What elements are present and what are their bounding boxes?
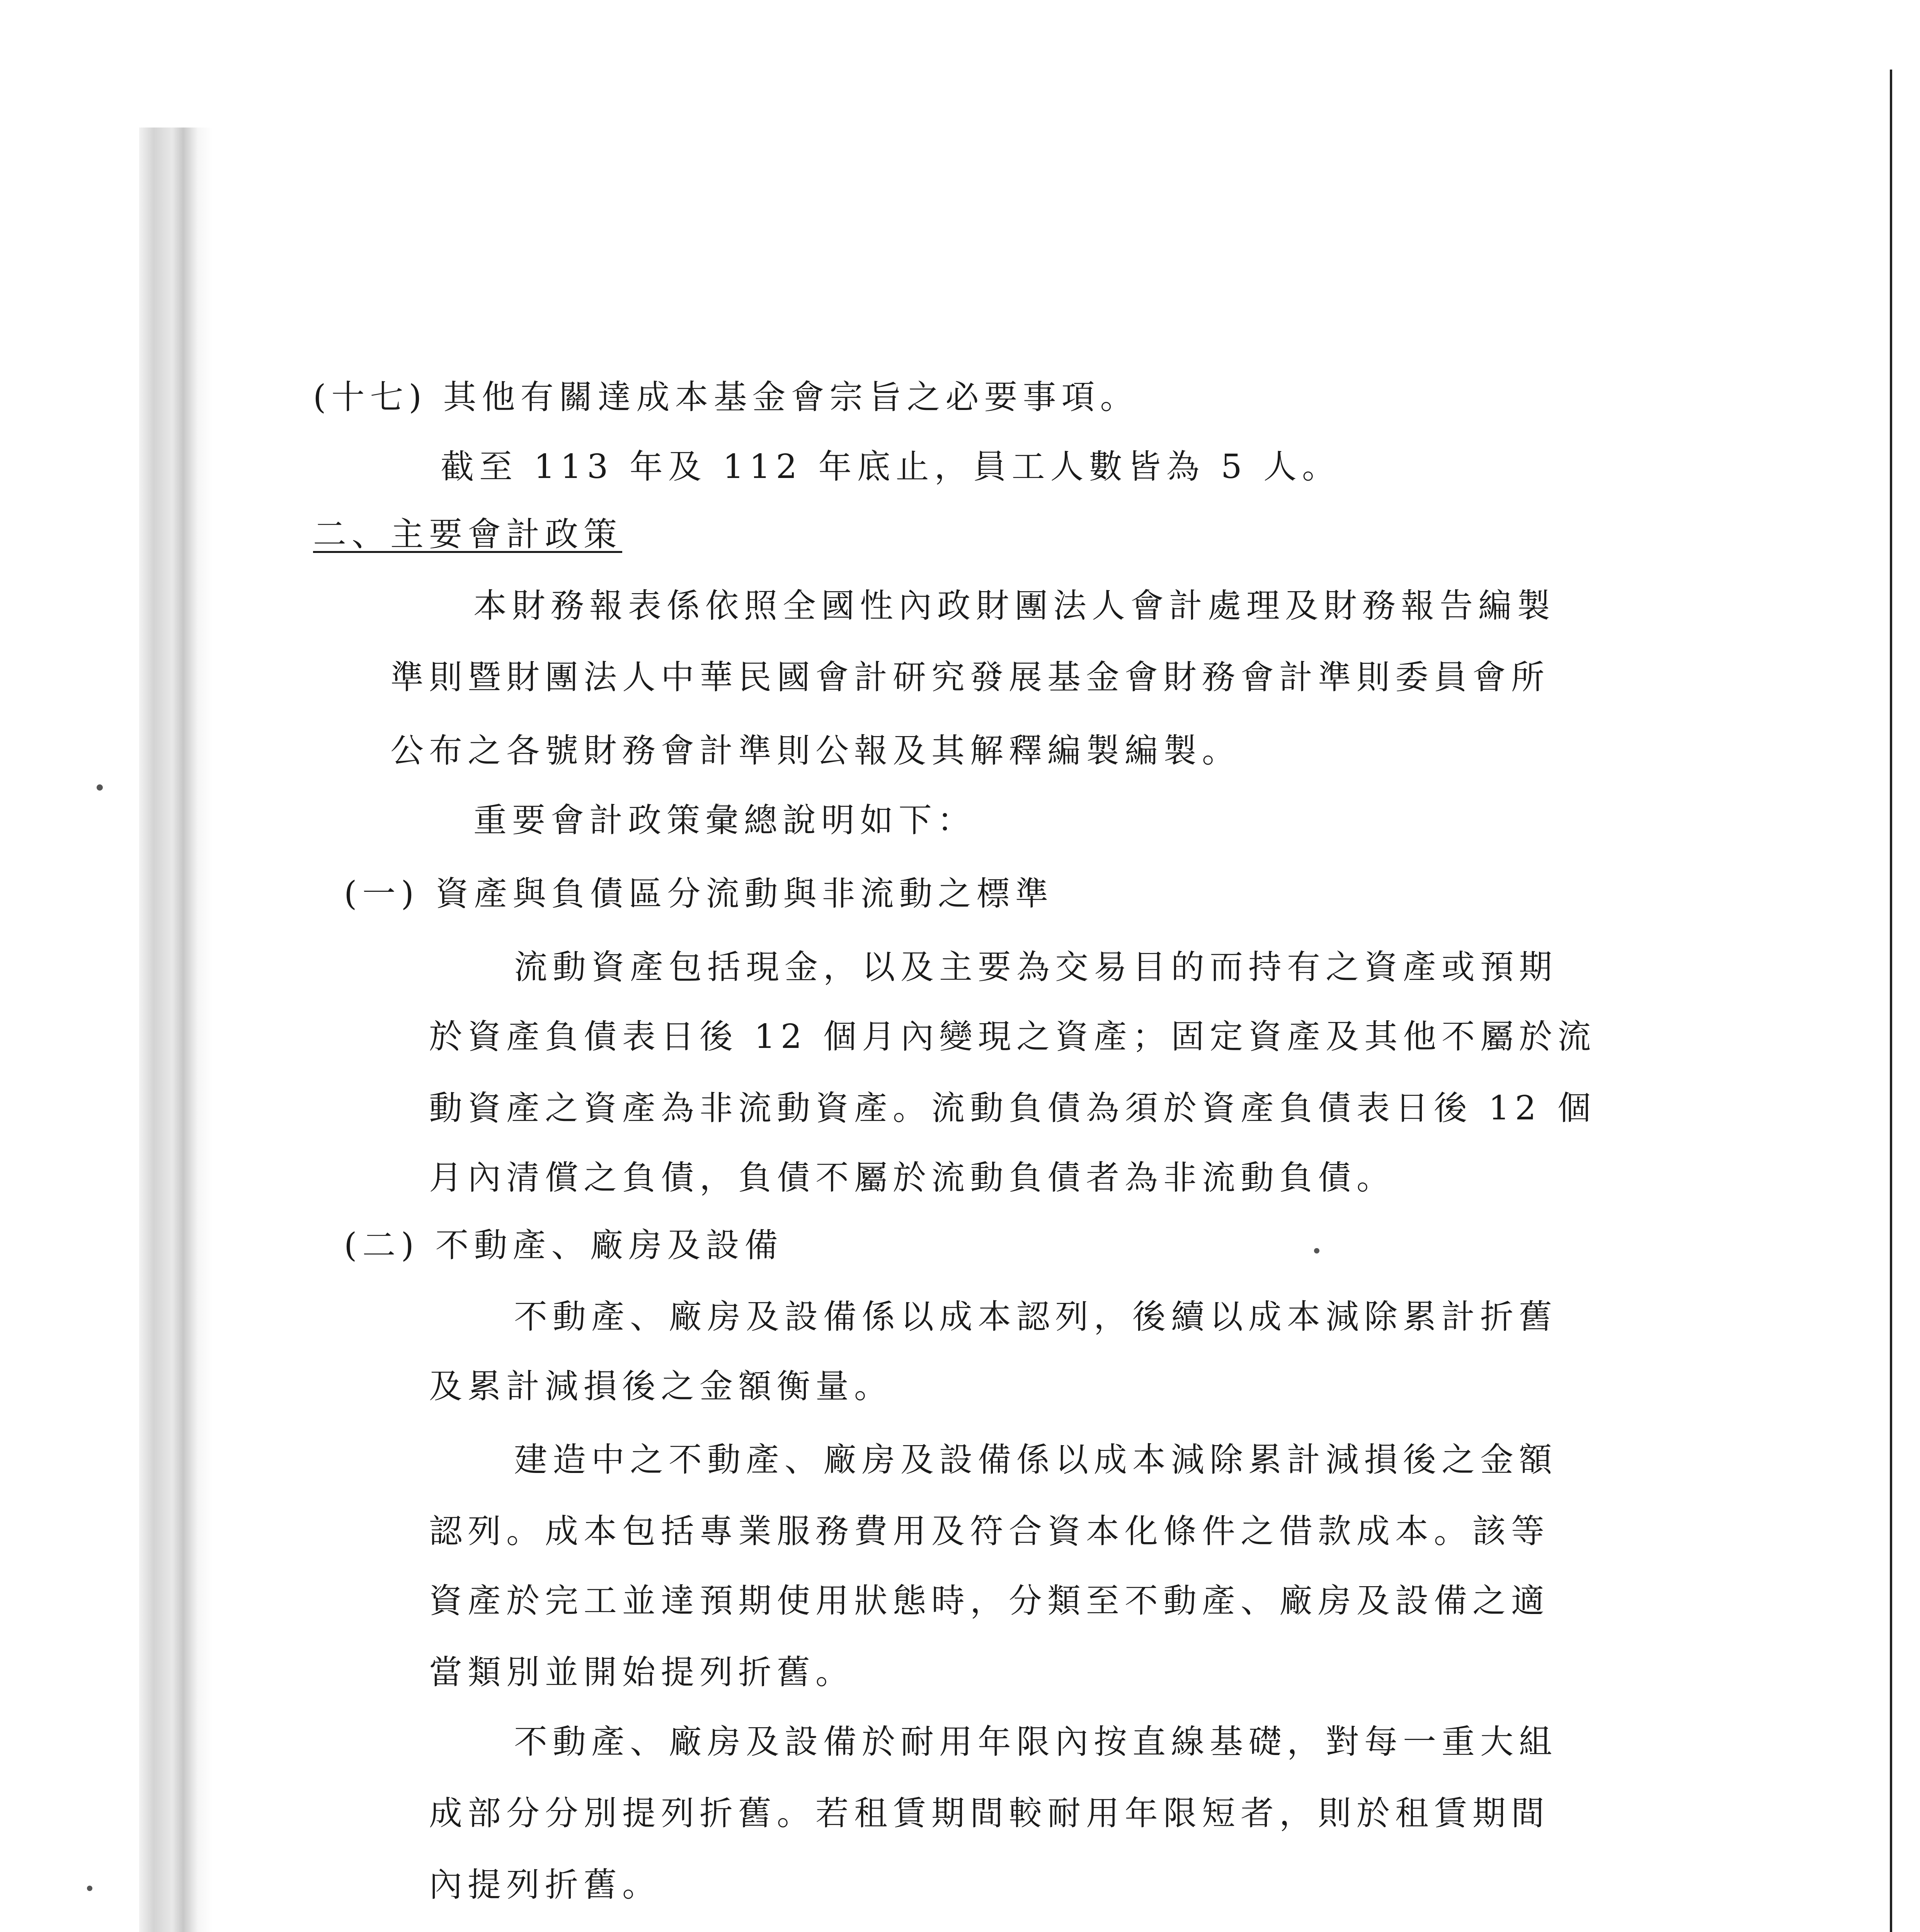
section-two-intro-line: 準則暨財團法人中華民國會計研究發展基金會財務會計準則委員會所 [390, 658, 1550, 697]
subsection-2-p2-line: 資產於完工並達預期使用狀態時，分類至不動產、廠房及設備之適 [429, 1582, 1550, 1620]
scan-speck [97, 784, 103, 791]
subsection-1-heading: (一) 資產與負債區分流動與非流動之標準 [344, 874, 1054, 913]
subsection-2-p1-line: 不動產、廠房及設備係以成本認列，後續以成本減除累計折舊 [514, 1298, 1557, 1336]
section-two-heading: 二、主要會計政策 [313, 515, 622, 554]
scan-speck [1314, 1248, 1319, 1253]
subsection-2-p3-line: 內提列折舊。 [429, 1866, 661, 1904]
section-two-summary-line: 重要會計政策彙總說明如下： [473, 801, 976, 840]
subsection-1-line: 流動資產包括現金，以及主要為交易目的而持有之資產或預期 [514, 948, 1557, 986]
subsection-2-p1-line: 及累計減損後之金額衡量。 [429, 1367, 893, 1406]
employee-count-line: 截至 113 年及 112 年底止，員工人數皆為 5 人。 [441, 447, 1341, 486]
subsection-2-p3-line: 成部分分別提列折舊。若租賃期間較耐用年限短者，則於租賃期間 [429, 1794, 1550, 1833]
subsection-1-line: 月內清償之負債，負債不屬於流動負債者為非流動負債。 [429, 1158, 1395, 1197]
subsection-2-p2-line: 建造中之不動產、廠房及設備係以成本減除累計減損後之金額 [514, 1440, 1557, 1479]
subsection-2-heading: (二) 不動產、廠房及設備 [344, 1226, 783, 1265]
subsection-1-line: 於資產負債表日後 12 個月內變現之資產；固定資產及其他不屬於流 [429, 1017, 1597, 1056]
subsection-1-line: 動資產之資產為非流動資產。流動負債為須於資產負債表日後 12 個 [429, 1089, 1597, 1128]
scan-edge-shadow [139, 128, 213, 1932]
scan-speck [87, 1886, 92, 1891]
subsection-2-p2-line: 認列。成本包括專業服務費用及符合資本化條件之借款成本。該等 [429, 1512, 1550, 1551]
section-two-intro-line: 本財務報表係依照全國性內政財團法人會計處理及財務報告編製 [473, 587, 1556, 625]
subsection-2-p3-line: 不動產、廠房及設備於耐用年限內按直線基礎，對每一重大組 [514, 1723, 1557, 1761]
subsection-2-p2-line: 當類別並開始提列折舊。 [429, 1653, 854, 1692]
scan-right-border [1890, 70, 1892, 1932]
section-two-intro-line: 公布之各號財務會計準則公報及其解釋編製編製。 [390, 731, 1241, 770]
item-17-line: (十七) 其他有關達成本基金會宗旨之必要事項。 [313, 378, 1139, 417]
